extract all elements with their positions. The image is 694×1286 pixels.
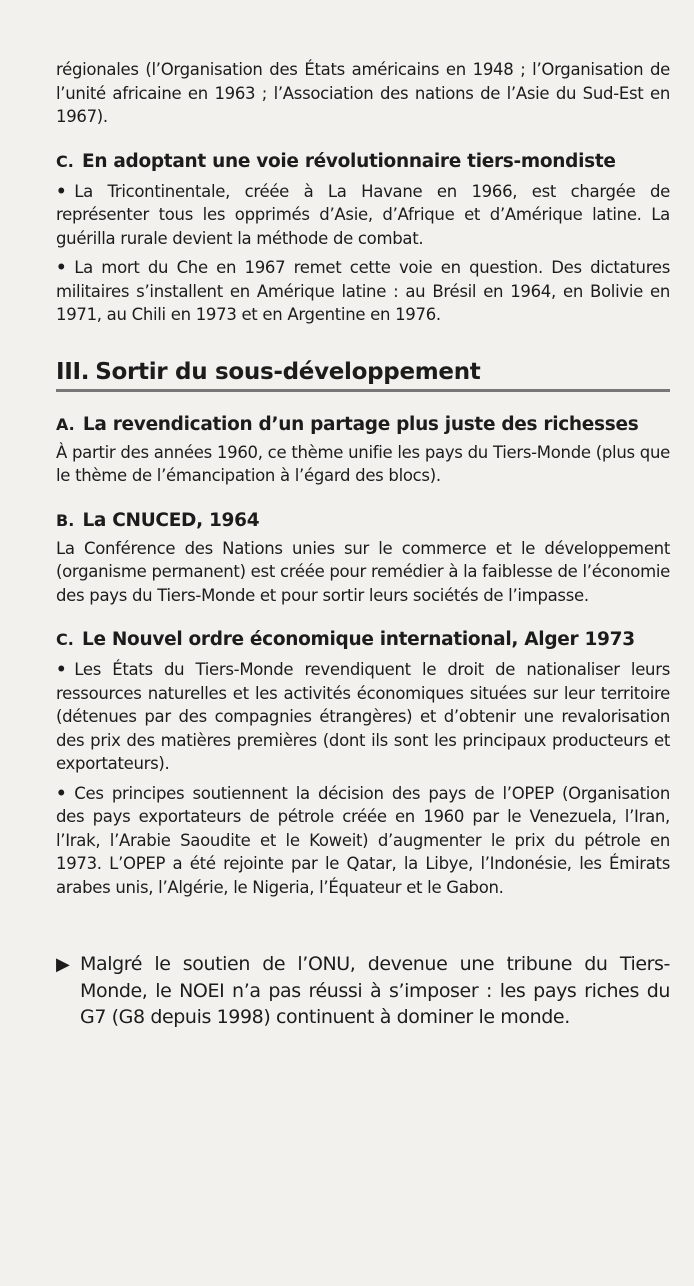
- subsection-c-heading: [56, 627, 670, 652]
- bullet-icon: •: [56, 258, 67, 277]
- subsection-letter: C.: [56, 151, 74, 171]
- subsection-title: En adoptant une voie révolutionnaire tiers-mondiste: [81, 150, 616, 172]
- section-heading: [56, 357, 670, 392]
- subsection-c-heading: [56, 149, 670, 174]
- bullet-icon: •: [56, 660, 67, 679]
- subsection-letter: B.: [56, 510, 75, 530]
- conclusion-text: Malgré le soutien de l’ONU, devenue une tribune du Tiers-Monde, le NOEI n’a pas réussi à s’imposer : les pays riches du G7 (G8 depuis 1998) continuent à dominer le monde.: [80, 953, 670, 1028]
- section-divider: [56, 389, 670, 392]
- bullet-paragraph: [56, 256, 670, 327]
- subsection-title: La revendication d’un partage plus juste des richesses: [82, 413, 639, 435]
- subsection-letter: A.: [56, 414, 75, 434]
- bullet-text: La Tricontinentale, créée à La Havane en 1966, est chargée de représenter tous les opprimés d’Asie, d’Afrique et d’Amérique latine. La guérilla rurale devient la méthode de combat.: [56, 181, 670, 248]
- bullet-text: Ces principes soutiennent la décision des pays de l’OPEP (Organisation des pays exportateurs de pétrole créée en 1960 par le Venezuela, l’Iran, l’Irak, l’Arabie Saoudite et le Koweit) d’augmenter le prix du pétrole en 1973. L’OPEP a été rejointe par le Qatar, la Libye, l’Indonésie, les Émirats arabes unis, l’Algérie, le Nigeria, l’Équateur et le Gabon.: [56, 783, 670, 897]
- intro-paragraph: régionales (l’Organisation des États américains en 1948 ; l’Organisation de l’unité africaine en 1963 ; l’Association des nations de l’Asie du Sud-Est en 1967).: [56, 60, 670, 126]
- section-title-text: Sortir du sous-développement: [95, 358, 481, 385]
- subsection-title: Le Nouvel ordre économique international, Alger 1973: [81, 629, 635, 650]
- bullet-paragraph: [56, 658, 670, 776]
- subsection-a-heading: [56, 412, 670, 437]
- conclusion-paragraph: [56, 951, 670, 1031]
- subsection-letter: C.: [56, 630, 74, 649]
- bullet-text: Les États du Tiers-Monde revendiquent le droit de nationaliser leurs ressources naturelles et les activités économiques situées sur leur territoire (détenues par des compagnies étrangères) et d’obtenir une revalorisation des prix des matières premières (dont ils sont les principaux producteurs et exportateurs).: [56, 660, 670, 773]
- bullet-paragraph: [56, 782, 670, 900]
- bullet-text: La mort du Che en 1967 remet cette voie en question. Des dictatures militaires s’installent en Amérique latine : au Brésil en 1964, en Bolivie en 1971, au Chili en 1973 et en Argentine en 1976.: [56, 258, 670, 324]
- subsection-b-heading: [56, 508, 670, 533]
- bullet-icon: •: [56, 181, 67, 201]
- section-number: III.: [56, 358, 90, 385]
- bullet-paragraph: [56, 180, 670, 251]
- subsection-b-text: La Conférence des Nations unies sur le commerce et le développement (organisme permanent) est créée pour remédier à la faiblesse de l’économie des pays du Tiers-Monde et pour sortir leurs sociétés de l’impasse.: [56, 538, 670, 605]
- subsection-title: La CNUCED, 1964: [82, 509, 260, 531]
- section-title: [56, 357, 670, 387]
- bullet-icon: •: [56, 783, 67, 803]
- arrow-right-icon: ▶: [56, 954, 70, 975]
- subsection-a-text: À partir des années 1960, ce thème unifie les pays du Tiers-Monde (plus que le thème de l’émancipation à l’égard des blocs).: [56, 442, 670, 485]
